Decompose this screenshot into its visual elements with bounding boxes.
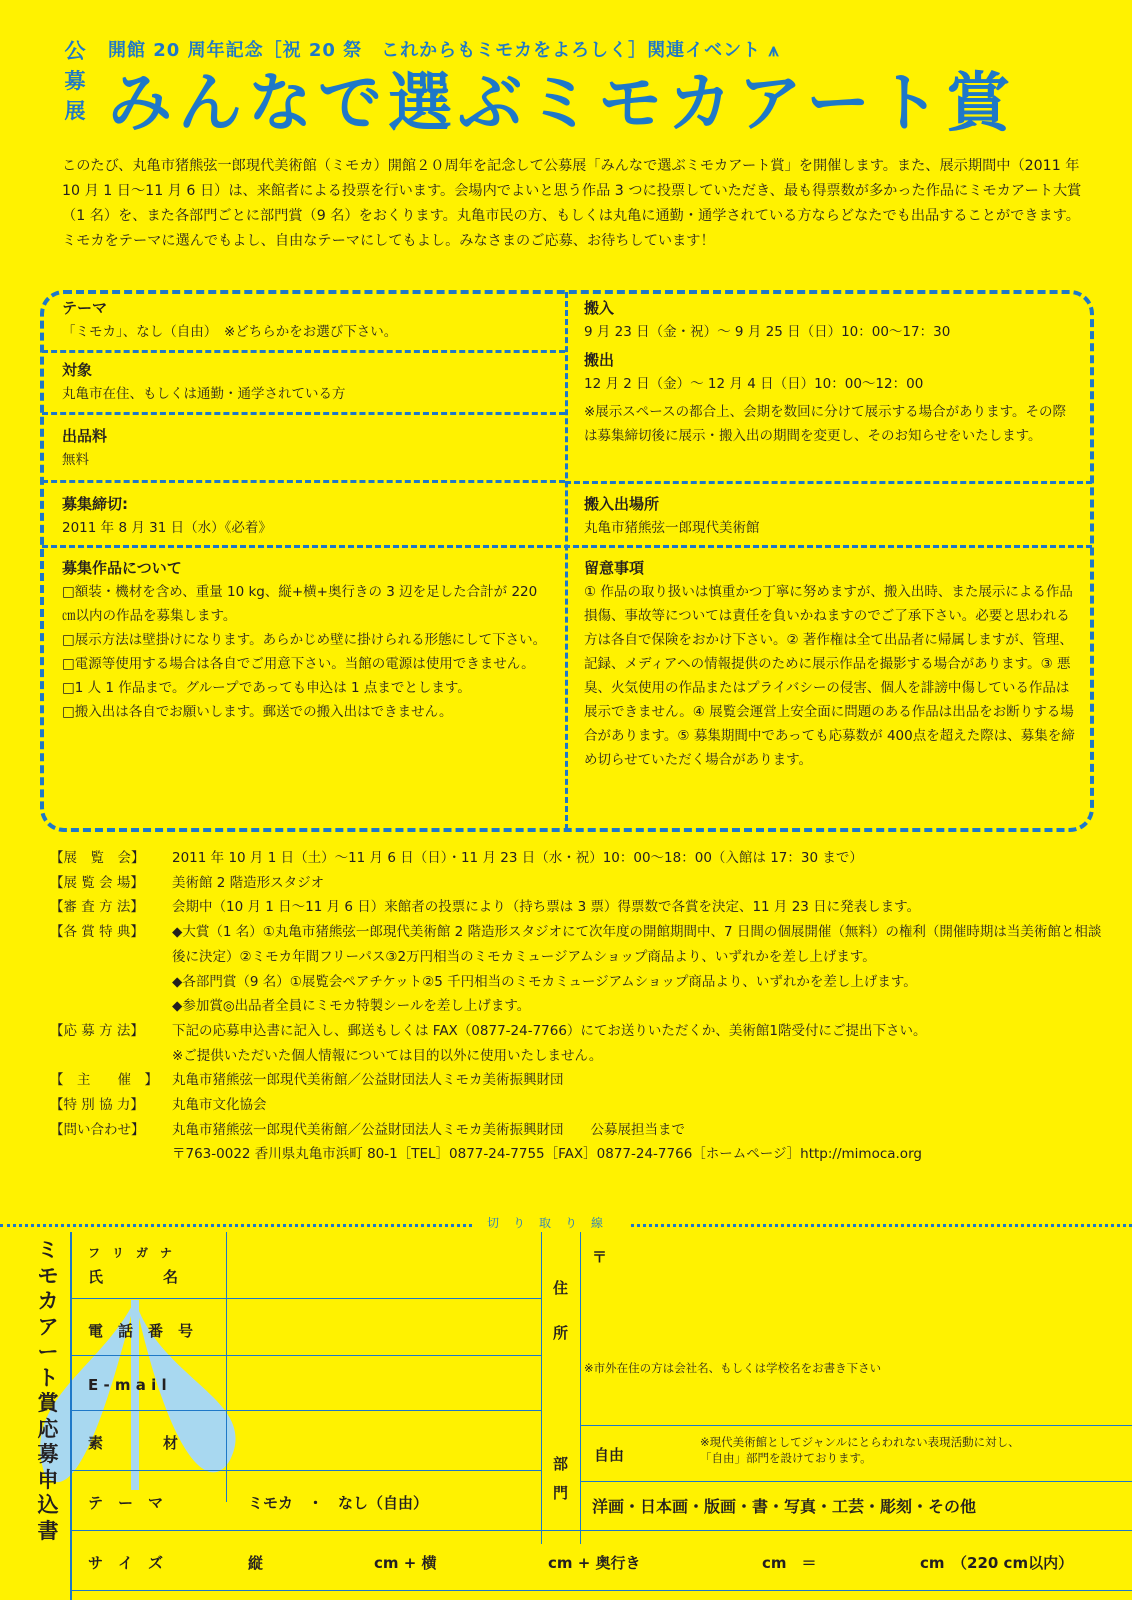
info-value: 丸亀市猪熊弦一郎現代美術館／公益財団法人ミモカ美術振興財団 公募展担当まで: [172, 1121, 685, 1138]
section-heading: 搬入: [584, 299, 615, 317]
deadline-section: [62, 492, 557, 540]
info-value: ◆各部門賞（9 名）①展覧会ペアチケット②5 千円相当のミモカミュージアムショップ商品より、いずれかを差し上げます。: [172, 973, 917, 990]
fee-section: [62, 424, 557, 472]
section-heading: 搬入出場所: [584, 495, 660, 513]
form-border: [580, 1232, 581, 1544]
section-heading: 募集締切:: [62, 495, 128, 513]
form-border: [226, 1232, 227, 1502]
form-border: [70, 1410, 541, 1411]
section-heading: 搬出: [584, 351, 615, 369]
info-value: 会期中（10 月 1 日〜11 月 6 日）来館者の投票により（持ち票は 3 票）得票数で各賞を決定、11 月 23 日に発表します。: [172, 899, 921, 916]
section-heading: 出品料: [62, 427, 108, 445]
carry-section: [584, 296, 1079, 448]
info-label: 【展 覧 会】: [50, 850, 145, 866]
free-option[interactable]: 自由: [594, 1446, 625, 1464]
theme-value: ミモカ ・ なし（自由）: [248, 1494, 429, 1512]
divider: [42, 480, 565, 483]
info-row: [50, 1142, 1110, 1167]
form-border: [70, 1470, 541, 1471]
info-label: 【特 別 協 力】: [50, 1097, 144, 1114]
info-row: [50, 1068, 1110, 1093]
theme-label: テ ー マ: [88, 1494, 164, 1512]
size-label: サ イ ズ: [88, 1554, 164, 1572]
info-label: 【応 募 方 法】: [50, 1022, 144, 1039]
address-label-2: 所: [553, 1324, 569, 1342]
info-row: [50, 1093, 1110, 1118]
phone-label: 電 話 番 号: [88, 1322, 194, 1340]
divider: [565, 481, 1092, 484]
form-border: [70, 1355, 541, 1356]
info-value: 丸亀市文化協会: [172, 1097, 267, 1114]
works-item: □1 人 1 作品まで。グループであっても申込は 1 点までとします。: [62, 680, 471, 696]
section-heading: テーマ: [62, 299, 108, 317]
section-heading: 対象: [62, 361, 93, 379]
section-note: ※展示スペースの都合上、会期を数回に分けて展示する場合があります。その際は募集締切後に展示・搬入出の期間を変更し、そのお知らせをいたします。: [584, 404, 1067, 444]
mimoca-logo-icon: ⩚: [768, 40, 780, 61]
size-width: cm + 横: [374, 1554, 437, 1572]
form-border: [70, 1530, 1132, 1531]
info-value: ◆参加賞◎出品者全員にミモカ特製シールを差し上げます。: [172, 998, 531, 1015]
section-text: ① 作品の取り扱いは慎重かつ丁寧に努めますが、搬入出時、また展示による作品損傷、事故等については責任を負いかねますのでご了承下さい。必要と思われる方は各自で保険をおかけ下さい。② 著作権は全て出品者に帰属しますが、管理、記録、メディアへの情報提供のために展示作品を撮影する場合があります。③ 悪臭、火気使用の作品またはプライバシーの侵害、個人を誹謗中傷している作品は展示できません。④ 展覧会運営上安全面に問題のある作品は出品をお断りする場合があります。⑤ 募集期間中であっても応募数が 400点を超えた際は、募集を締め切らせていただく場合があります。: [584, 584, 1075, 768]
address-label: 住: [553, 1279, 569, 1297]
info-label: 【審 査 方 法】: [50, 899, 144, 916]
info-label: [50, 970, 172, 995]
info-value: 〒763-0022 香川県丸亀市浜町 80-1［TEL］0877-24-7755［FAX］0877-24-7766［ホームページ］http://mimoca.org: [172, 1146, 922, 1163]
info-row: [50, 1019, 1110, 1044]
page-title: みんなで選ぶミモカアート賞: [108, 67, 1017, 141]
info-label: 【展 覧 会 場】: [50, 874, 144, 891]
info-label: 【 主 催 】: [50, 1072, 158, 1089]
divider: [42, 545, 1092, 548]
section-text: 2011 年 8 月 31 日（水）《必着》: [62, 520, 272, 536]
event-subtitle: 開館 20 周年記念［祝 20 祭 これからもミモカをよろしく］関連イベント ⩚: [108, 40, 780, 61]
info-value: 下記の応募申込書に記入し、郵送もしくは FAX（0877-24-7766）にてお送りいただくか、美術館1階受付にご提出下さい。: [172, 1022, 927, 1039]
section-heading: 募集作品について: [62, 559, 182, 577]
email-label: E - m a i l: [88, 1376, 167, 1394]
form-border: [70, 1590, 1132, 1591]
info-label: 【各 賞 特 典】: [50, 924, 144, 941]
dept-label-2: 門: [553, 1484, 569, 1502]
size-depth: cm + 奥行き: [548, 1554, 641, 1572]
works-item: □額装・機材を含め、重量 10 kg、縦+横+奥行きの 3 辺を足した合計が 220 ㎝以内の作品を募集します。: [62, 584, 538, 624]
section-text: 「ミモカ」、なし（自由） ※どちらかをお選び下さい。: [62, 324, 398, 340]
works-item: □搬入出は各自でお願いします。郵送での搬入出はできません。: [62, 704, 453, 720]
form-border: [580, 1425, 1132, 1426]
form-border: [70, 1298, 541, 1299]
info-label: 【問い合わせ】: [50, 1121, 145, 1138]
furigana-label: フ リ ガ ナ: [88, 1246, 173, 1260]
info-label: [50, 994, 172, 1019]
place-section: [584, 492, 1079, 540]
size-height: 縦: [248, 1554, 264, 1572]
notes-section: [584, 556, 1079, 772]
address-note: ※市外在住の方は会社名、もしくは学校名をお書き下さい: [584, 1361, 882, 1375]
works-section: [62, 556, 552, 724]
event-info: [50, 846, 1110, 1167]
info-row: [50, 970, 1110, 995]
form-border: [541, 1232, 542, 1544]
dept-label: 部: [553, 1455, 569, 1473]
info-row: [50, 1044, 1110, 1069]
name-label: 氏 名: [88, 1268, 179, 1286]
section-text: 丸亀市猪熊弦一郎現代美術館: [584, 520, 760, 536]
divider: [42, 412, 565, 415]
section-text: 丸亀市在住、もしくは通勤・通学されている方: [62, 386, 346, 402]
info-row: [50, 895, 1110, 920]
info-value: ◆大賞（1 名）①丸亀市猪熊弦一郎現代美術館 2 階造形スタジオにて次年度の開館期間中、7 日間の個展開催（無料）の権利（開催時期は当美術館と相談後に決定）②ミモカ年間フリーパス③2万円相当のミモカミュージアムショップ商品より、いずれかを差し上げます。: [172, 924, 1102, 965]
info-row: [50, 920, 1110, 969]
free-note: ※現代美術館としてジャンルにとらわれない表現活動に対し、「自由」部門を設けております。: [700, 1435, 1020, 1465]
material-label: 素 材: [88, 1434, 179, 1452]
info-value: 2011 年 10 月 1 日（土）〜11 月 6 日（日）・11 月 23 日（水・祝）10：00〜18：00（入館は 17：30 まで）: [172, 850, 863, 866]
intro-text: このたび、丸亀市猪熊弦一郎現代美術館（ミモカ）開館２０周年を記念して公募展「みんなで選ぶミモカアート賞」を開催します。また、展示期間中（2011 年 10 月 1 日〜11 月 6 日）は、来館者による投票を行います。会場内でよいと思う作品 3 つに投票していただき、最も得票数が多かった作品にミモカアート大賞（1 名）を、また各部門ごとに部門賞（9 名）をおくります。丸亀市民の方、もしくは丸亀に通勤・通学されている方ならどなたでも出品することができます。ミモカをテーマに選んでもよし、自由なテーマにしてもよし。みなさまのご応募、お待ちしています！: [62, 158, 1082, 249]
info-row: [50, 846, 1110, 871]
section-heading: 留意事項: [584, 559, 645, 577]
cut-line-label: 切り取り線: [475, 1214, 629, 1231]
info-row: [50, 1118, 1110, 1143]
size-equals: cm ＝: [762, 1554, 817, 1572]
works-item: □電源等使用する場合は各自でご用意下さい。当館の電源は使用できません。: [62, 656, 535, 672]
info-row: [50, 871, 1110, 896]
kobo-label: 公募展: [64, 39, 86, 123]
divider: [42, 350, 565, 353]
section-text: 12 月 2 日（金）〜 12 月 4 日（日）10：00〜12：00: [584, 376, 924, 392]
theme-section: [62, 296, 557, 344]
form-border: [580, 1481, 1132, 1482]
postal-mark: 〒: [592, 1248, 608, 1266]
form-border: [70, 1232, 72, 1600]
size-total: cm （220 cm以内）: [920, 1554, 1074, 1572]
section-text: 9 月 23 日（金・祝）〜 9 月 25 日（日）10：00〜17：30: [584, 324, 951, 340]
info-value: 美術館 2 階造形スタジオ: [172, 874, 325, 891]
info-label: [50, 1142, 172, 1167]
target-section: [62, 358, 557, 406]
works-item: □展示方法は壁掛けになります。あらかじめ壁に掛けられる形態にして下さい。: [62, 632, 547, 648]
section-text: 無料: [62, 452, 89, 468]
info-label: [50, 1044, 172, 1069]
details-divider: [565, 292, 568, 830]
info-row: [50, 994, 1110, 1019]
info-value: ※ご提供いただいた個人情報については目的以外に使用いたしません。: [172, 1047, 603, 1064]
info-value: 丸亀市猪熊弦一郎現代美術館／公益財団法人ミモカ美術振興財団: [172, 1072, 564, 1089]
genre-options[interactable]: 洋画・日本画・版画・書・写真・工芸・彫刻・その他: [592, 1497, 977, 1516]
form-title: ミモカアート賞応募申込書: [37, 1238, 59, 1543]
